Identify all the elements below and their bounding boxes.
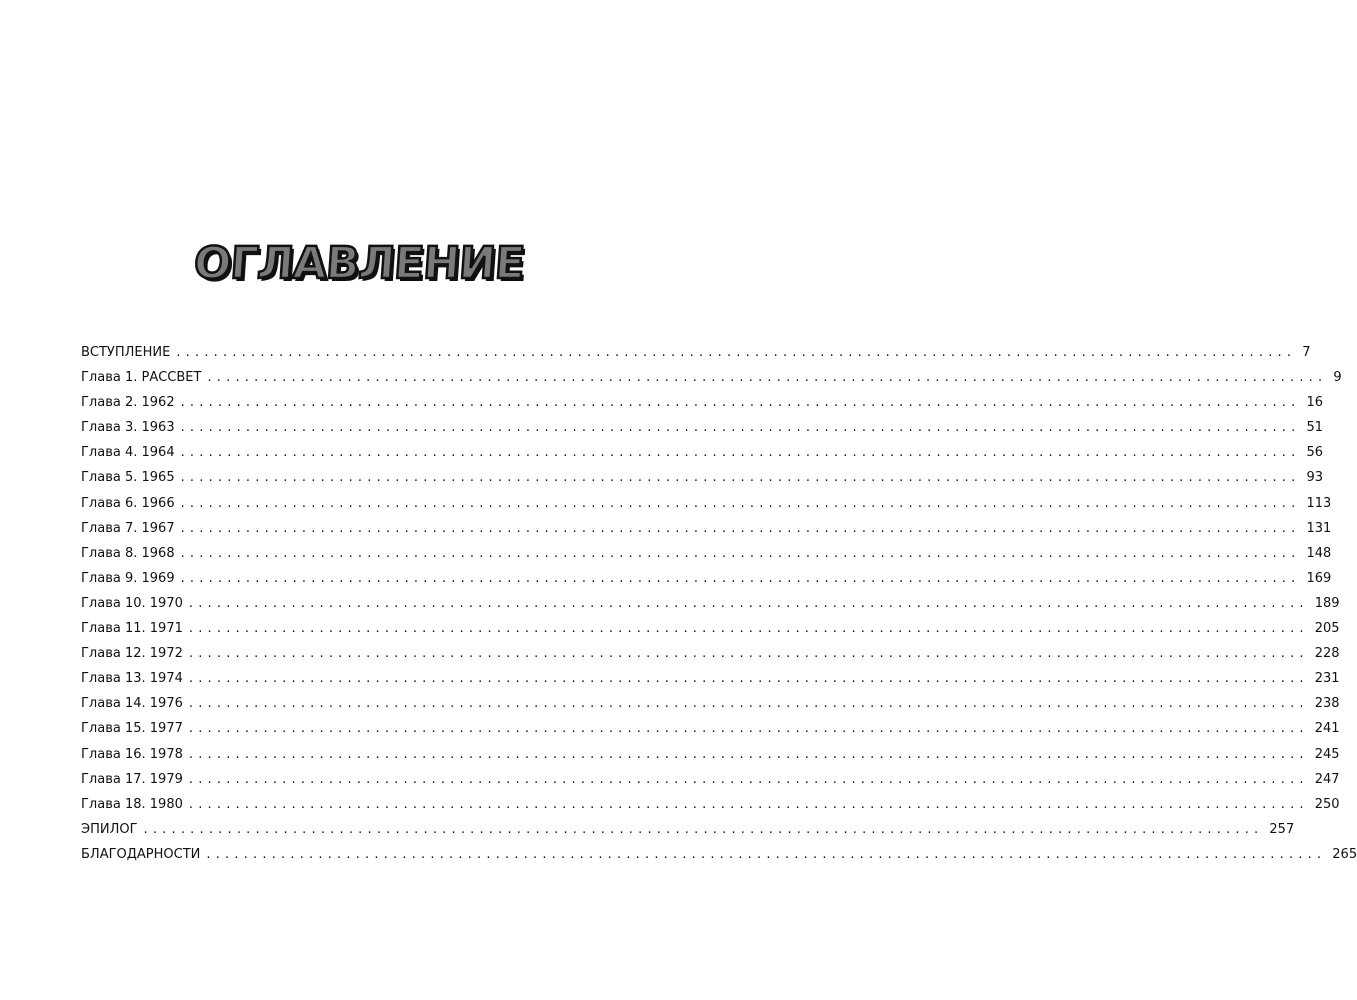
toc-entry-label: Глава 3. 1963 [81, 415, 181, 440]
toc-leader-dots: ........................................................................................................................ [180, 420, 1301, 436]
toc-entry [81, 817, 1295, 842]
toc-entry-page: 247 [1314, 771, 1340, 787]
toc-entry-label: Глава 1. РАССВЕТ [81, 365, 207, 390]
toc-entry-label: Глава 14. 1976 [81, 691, 189, 716]
toc-leader-dots: ........................................................................................................................ [188, 721, 1309, 737]
toc-entry [81, 767, 1340, 792]
toc-entry-page: 250 [1314, 796, 1340, 812]
toc-entry [81, 465, 1324, 490]
toc-entry-label: Глава 2. 1962 [81, 390, 181, 415]
toc-entry-page: 205 [1314, 621, 1340, 637]
toc-entry [81, 390, 1324, 415]
toc-leader-dots: ........................................................................................................................ [176, 345, 1297, 360]
toc-leader-dots: ........................................................................................................................ [180, 570, 1301, 586]
toc-leader-dots: ........................................................................................................................ [143, 821, 1264, 837]
toc-leader-dots: ........................................................................................................................ [180, 520, 1301, 536]
toc-entry-page: 148 [1306, 545, 1332, 561]
toc-entry-page: 7 [1302, 345, 1311, 360]
toc-entry-page: 238 [1314, 696, 1340, 712]
toc-entry-label: Глава 17. 1979 [81, 767, 189, 792]
toc-leader-dots: ........................................................................................................................ [180, 495, 1301, 511]
toc-entry [81, 365, 1342, 390]
toc-entry-page: 189 [1314, 595, 1340, 611]
toc-entry [81, 641, 1340, 666]
toc-entry-page: 16 [1306, 395, 1324, 411]
toc-entry-label: Глава 10. 1970 [81, 591, 189, 616]
toc-entry-label: Глава 8. 1968 [81, 541, 181, 566]
toc-leader-dots: ........................................................................................................................ [180, 470, 1301, 486]
toc-entry-page: 9 [1333, 370, 1342, 386]
toc-entry-label: Глава 7. 1967 [81, 516, 181, 541]
toc-entry-label: Глава 6. 1966 [81, 491, 181, 516]
toc-leader-dots: ........................................................................................................................ [188, 621, 1309, 637]
toc-entry-label: Глава 16. 1978 [81, 742, 189, 767]
toc-entry-page: 113 [1306, 495, 1332, 511]
toc-leader-dots: ........................................................................................................................ [180, 445, 1301, 461]
toc-entry [81, 691, 1340, 716]
toc-entry-label: Глава 4. 1964 [81, 440, 181, 465]
toc-entry-page: 56 [1306, 445, 1324, 461]
toc-entry [81, 842, 1357, 867]
toc-entry-page: 245 [1314, 746, 1340, 762]
toc-entry-page: 265 [1332, 846, 1357, 862]
toc-leader-dots: ........................................................................................................................ [188, 595, 1309, 611]
toc-entry [81, 566, 1332, 591]
toc-entry-label: Глава 15. 1977 [81, 716, 189, 741]
toc-entry [81, 440, 1324, 465]
toc-leader-dots: ........................................................................................................................ [188, 796, 1309, 812]
toc-entry [81, 591, 1340, 616]
toc-entry-label: Глава 13. 1974 [81, 666, 189, 691]
toc-entry-label: Глава 9. 1969 [81, 566, 181, 591]
toc-entry-page: 131 [1306, 520, 1332, 536]
toc-entry [81, 742, 1340, 767]
toc-entry [81, 616, 1340, 641]
toc-entry [81, 716, 1340, 741]
toc-entry [81, 792, 1340, 817]
toc-entry [81, 415, 1324, 440]
toc-entry-page: 51 [1306, 420, 1324, 436]
toc-entry-label: БЛАГОДАРНОСТИ [81, 842, 206, 867]
toc-entry-page: 231 [1314, 671, 1340, 687]
toc-leader-dots: ........................................................................................................................ [180, 395, 1301, 411]
toc-entry [81, 491, 1332, 516]
toc-leader-dots: ........................................................................................................................ [206, 846, 1327, 862]
toc-entry-page: 228 [1314, 646, 1340, 662]
toc-entry-label: Глава 18. 1980 [81, 792, 189, 817]
toc-leader-dots: ........................................................................................................................ [188, 671, 1309, 687]
toc-leader-dots: ........................................................................................................................ [188, 696, 1309, 712]
toc-entry-label: ЭПИЛОГ [81, 817, 144, 842]
toc-leader-dots: ........................................................................................................................ [180, 545, 1301, 561]
toc-entry-page: 93 [1306, 470, 1324, 486]
toc-entry-label: Глава 11. 1971 [81, 616, 189, 641]
toc-entry-page: 257 [1269, 821, 1295, 837]
toc-entry [81, 516, 1332, 541]
toc-entry [81, 666, 1340, 691]
toc-entry [81, 340, 1311, 365]
toc-leader-dots: ........................................................................................................................ [188, 646, 1309, 662]
toc-leader-dots: ........................................................................................................................ [188, 746, 1309, 762]
toc-entry [81, 541, 1332, 566]
table-of-contents [81, 340, 1357, 867]
toc-leader-dots: ........................................................................................................................ [207, 370, 1328, 386]
toc-entry-label: Глава 5. 1965 [81, 465, 181, 490]
toc-entry-page: 241 [1314, 721, 1340, 737]
page-title: ОГЛАВЛЕНИЕ [192, 238, 526, 289]
toc-entry-label: Глава 12. 1972 [81, 641, 189, 666]
toc-leader-dots: ........................................................................................................................ [188, 771, 1309, 787]
toc-entry-page: 169 [1306, 570, 1332, 586]
toc-entry-label: ВСТУПЛЕНИЕ [81, 340, 176, 365]
